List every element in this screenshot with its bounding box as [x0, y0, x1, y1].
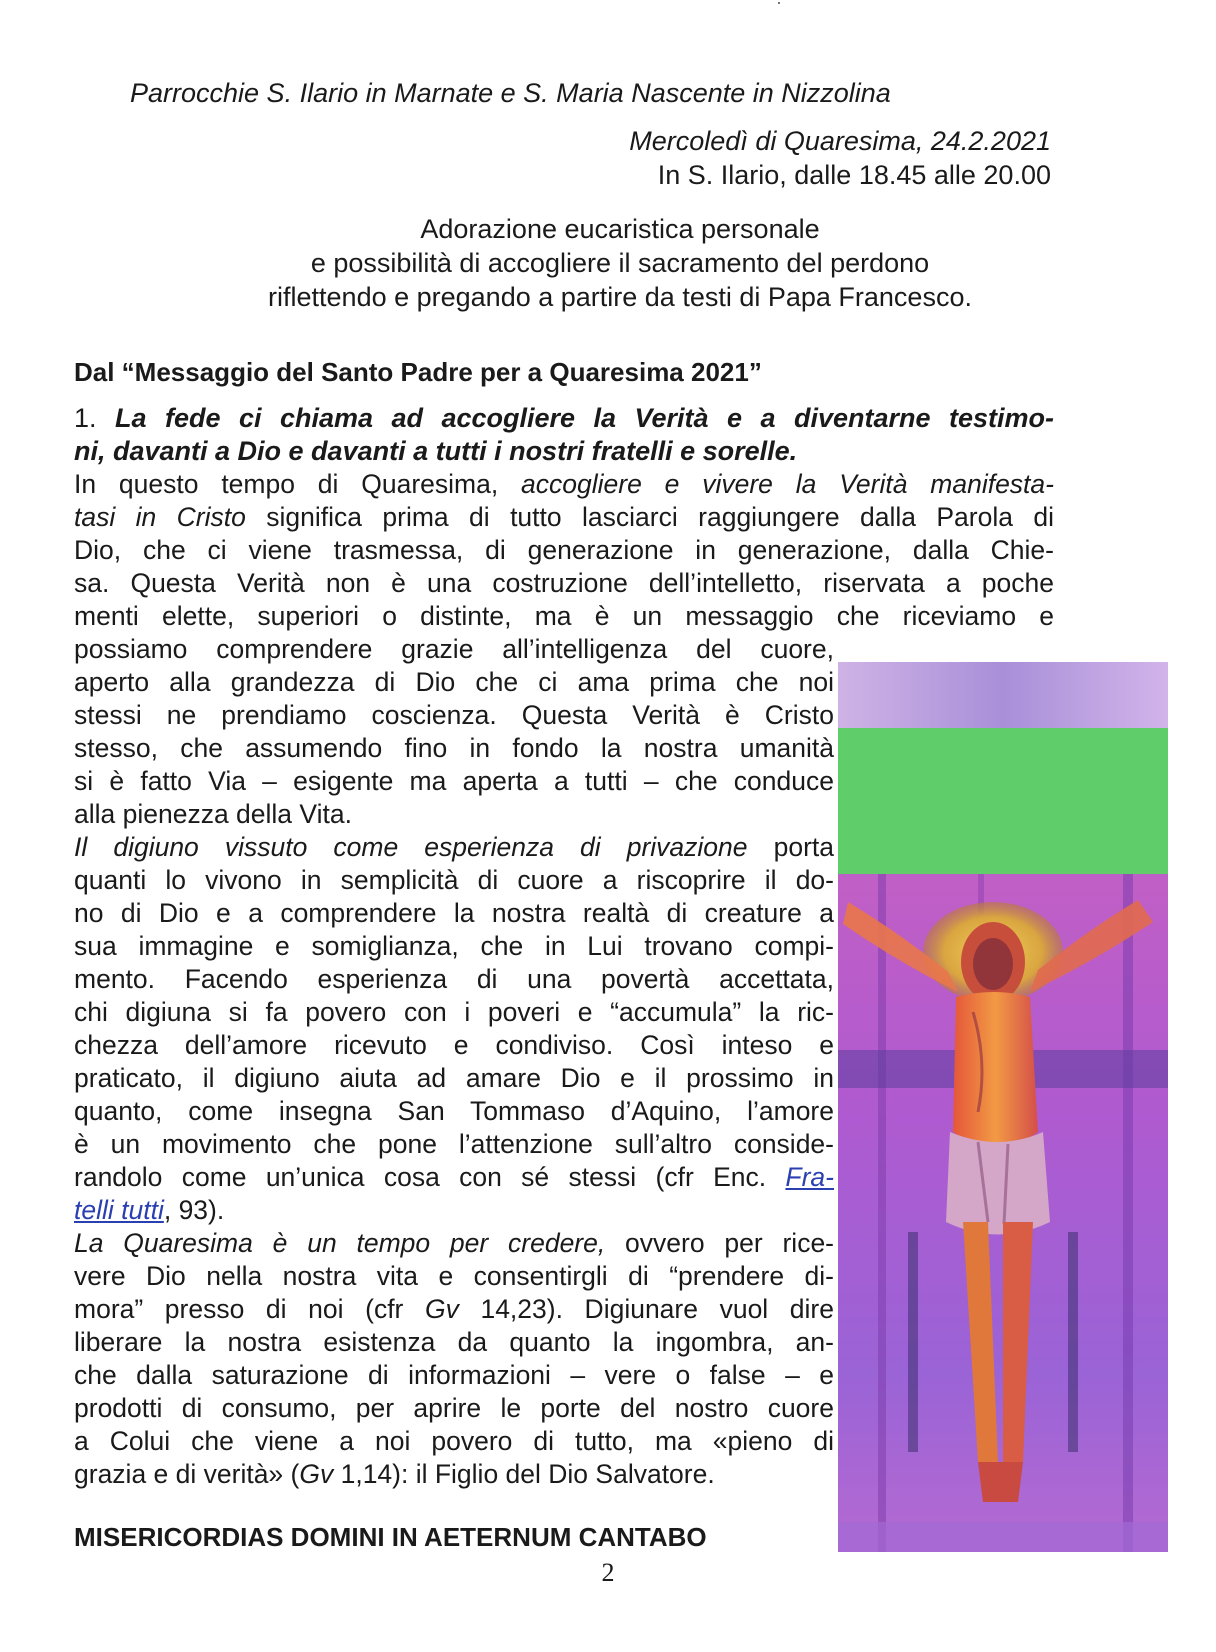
- italic-phrase: Il digiuno vissuto come esperienza di privazione: [74, 832, 748, 862]
- body-line: [74, 1293, 834, 1326]
- body-line: è un movimento che pone l’attenzione sull’altro conside-: [74, 1129, 834, 1159]
- italic-phrase: Gv: [424, 1294, 459, 1324]
- body-line: mento. Facendo esperienza di una povertà accettata,: [74, 964, 834, 994]
- body-line-text: ovvero per rice-: [605, 1228, 835, 1258]
- body-line-text: grazia e di verità» (: [74, 1459, 300, 1489]
- body-line: stessi ne prendiamo coscienza. Questa Verità è Cristo: [74, 700, 834, 730]
- body-line: sa. Questa Verità non è una costruzione dell’intelletto, riservata a poche: [74, 568, 1054, 598]
- crucifix-painting: [838, 662, 1168, 1552]
- date-line: Mercoledì di Quaresima, 24.2.2021: [629, 126, 1051, 156]
- body-line: praticato, il digiuno aiuta ad amare Dio e il prossimo in: [74, 1063, 834, 1093]
- body-line: [74, 1194, 834, 1227]
- body-line: prodotti di consumo, per aprire le porte del nostro cuore: [74, 1393, 834, 1423]
- body-line: a Colui che viene a noi povero di tutto, ma «pieno di: [74, 1426, 834, 1456]
- body-line-text: 14,23). Digiunare vuol dire: [458, 1294, 834, 1324]
- intro-line-3: riflettendo e pregando a partire da testi di Papa Francesco.: [268, 282, 972, 312]
- body-line: quanti lo vivono in semplicità di cuore a riscoprire il do-: [74, 865, 834, 895]
- italic-phrase: accogliere e vivere la Verità manifesta-: [521, 469, 1054, 499]
- body-line: alla pienezza della Vita.: [74, 799, 352, 829]
- section-title: Dal “Messaggio del Santo Padre per a Quaresima 2021”: [74, 357, 762, 387]
- body-line: Dio, che ci viene trasmessa, di generazione in generazione, dalla Chie-: [74, 535, 1054, 565]
- body-line: possiamo comprendere grazie all’intelligenza del cuore,: [74, 634, 834, 664]
- body-line: stesso, che assumendo fino in fondo la nostra umanità: [74, 733, 834, 763]
- body-line: sua immagine e somiglianza, che in Lui trovano compi-: [74, 931, 834, 961]
- body-line: [74, 831, 834, 864]
- body-line: [74, 1227, 834, 1260]
- italic-phrase: La Quaresima è un tempo per credere,: [74, 1228, 606, 1258]
- body-line-text: , 93).: [163, 1195, 225, 1225]
- loincloth: [946, 1132, 1050, 1235]
- body-line: chi digiuna si fa povero con i poveri e “accumula” la ric-: [74, 997, 834, 1027]
- italic-phrase: tasi in Cristo: [74, 502, 246, 532]
- parish-header: Parrocchie S. Ilario in Marnate e S. Maria Nascente in Nizzolina: [130, 78, 891, 108]
- body-line: [74, 1161, 834, 1194]
- body-line: [74, 1458, 834, 1491]
- body-line: no di Dio e a comprendere la nostra realtà di creature a: [74, 898, 834, 928]
- body-line: quanto, come insegna San Tommaso d’Aquino, l’amore: [74, 1096, 834, 1126]
- intro-block: [100, 212, 1140, 314]
- body-line: [74, 435, 1054, 468]
- body-line: chezza dell’amore ricevuto e condiviso. Così inteso e: [74, 1030, 834, 1060]
- body-line: menti elette, superiori o distinte, ma è un messaggio che riceviamo e: [74, 601, 1054, 631]
- torso: [953, 992, 1038, 1147]
- body-line: liberare la nostra esistenza da quanto la ingombra, an-: [74, 1327, 834, 1357]
- heading-emphasis: La fede ci chiama ad accogliere la Verità e a diventarne testimo-: [115, 403, 1054, 433]
- intro-line-1: Adorazione eucaristica personale: [420, 214, 820, 244]
- date-block: [629, 124, 1051, 192]
- body-line-text: significa prima di tutto lasciarci raggiungere dalla Parola di: [245, 502, 1054, 532]
- heading-emphasis: ni, davanti a Dio e davanti a tutti i nostri fratelli e sorelle.: [74, 436, 798, 466]
- italic-phrase: Gv: [299, 1459, 334, 1489]
- page-number: 2: [601, 1558, 615, 1587]
- scan-mark: [778, 2, 780, 4]
- encyclical-link[interactable]: Fra-: [785, 1162, 834, 1192]
- body-line-text: randolo come un’unica cosa con sé stessi (cfr Enc.: [74, 1162, 786, 1192]
- body-line: che dalla saturazione di informazioni – vere o false – e: [74, 1360, 834, 1390]
- crucifix-image: [838, 662, 1168, 1552]
- body-line: [74, 402, 1054, 435]
- body-line-text: mora” presso di noi (cfr: [74, 1294, 425, 1324]
- green-band: [838, 728, 1168, 874]
- encyclical-link[interactable]: telli tutti: [74, 1195, 164, 1225]
- intro-line-2: e possibilità di accogliere il sacramento del perdono: [310, 248, 930, 278]
- body-line: vere Dio nella nostra vita e consentirgli di “prendere di-: [74, 1261, 834, 1291]
- place-time-line: In S. Ilario, dalle 18.45 alle 20.00: [657, 160, 1051, 190]
- body-line: [74, 468, 1054, 501]
- body-line: si è fatto Via – esigente ma aperta a tutti – che conduce: [74, 766, 834, 796]
- closing-motto: MISERICORDIAS DOMINI IN AETERNUM CANTABO: [74, 1522, 707, 1552]
- body-line: [74, 501, 1054, 534]
- body-line-text: 1,14): il Figlio del Dio Salvatore.: [333, 1459, 715, 1489]
- body-line-text: In questo tempo di Quaresima,: [74, 469, 522, 499]
- body-line-text: porta: [747, 832, 834, 862]
- body-line-text: 1.: [74, 403, 115, 433]
- body-line: aperto alla grandezza di Dio che ci ama prima che noi: [74, 667, 834, 697]
